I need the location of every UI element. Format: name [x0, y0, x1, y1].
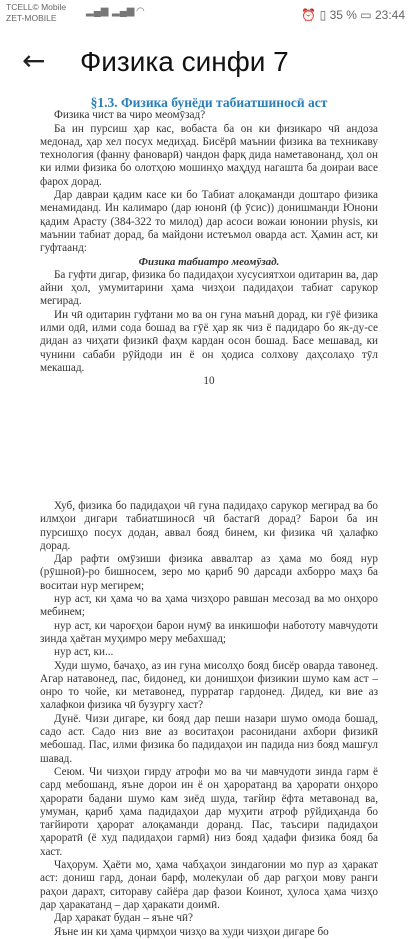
paragraph: Дар давраи қадим касе ки бо Табиат алоқаманди доштаро физика менамиданд. Ин калимаро (дар юнонӣ (ф ӯсис)) донишманди Юнони қадим Арасту (384-322 то милод) дар асоси вожаи юнонии physis, ки маънии табиат дорад, ба майдони истеъмол оварда аст. Ҳамин аст, ки гуфтаанд:: [40, 189, 378, 255]
paragraph: Чаҳорум. Ҳаёти мо, ҳама чабҳаҳои зиндагонии мо пур аз ҳаракат аст: дониш гард, донаи барф, молекулаи об дар рагҳои мову ранги раҳои дарахт, ситораву сайёра дар фазои Коинот, ҳулоса ҳама чизҳо дар ҳаракатанд – дар ҳаракати доимӣ.: [40, 859, 378, 911]
battery-percent: 35 %: [329, 8, 357, 22]
paragraph: Ин чӣ одитарин гуфтани мо ва он гуна маънӣ дорад, ки гӯё физика илми одӣ, илми сода бошад ва гӯё ҳар як чиз ё падидаро бо як-ду-се дидан аз чиҳати физикӣ фаҳм кардан осон бошад. Басе мешавад, ки чунини сабаби рӯйдоди ин ё он ҳодиса солхову даҳсолаҳо тӯл мекашад.: [40, 308, 378, 374]
paragraph: Ба ин пурсиш ҳар кас, вобаста ба он ки физикаро чӣ андоза медонад, ҳар хел посух медиҳад. Бисёрӣ маънии физика ва техникаву технология (фанну фановарӣ) чандон фарқ дида наметавонанд, ҳол он ки илми физика бо олотҳою мошинҳо маҳдуд нагашта ба доираи васе фарох дорад.: [40, 122, 378, 188]
book-page-2: [40, 500, 378, 939]
paragraph: Дар рафти омӯзиши физика аввалтар аз ҳама мо бояд нур (рӯшноӣ)-ро бишносем, зеро мо қариб 90 дарсади ахборро маҳз ба воситаи нур мегирем;: [40, 553, 378, 592]
page-title: Физика синфи 7: [80, 46, 289, 77]
vibrate-icon: ▯: [319, 8, 327, 22]
wifi-icon: ◠: [136, 6, 145, 17]
paragraph: Физика чист ва чиро меомӯзад?: [54, 109, 206, 122]
paragraph: Сеюм. Чи чизҳои гирду атрофи мо ва чи мавчудоти зинда гарм ё сард мебошанд, яъне дорои ин ё он ҳароратанд ва ҳарорати онҳоро ҳарорати бадани шумо кам зиёд шуда, тағйир ёфта метавонад ва, умуман, қариб ҳама падидаҳои дар муҳити атроф рӯйдиҳанда бо тағйироти ҳарорат алоқаманди доранд. Пас, таъсири падидаҳои ҳароратӣ (ё худ падидаҳои гармӣ) низ бояд ҳадафи физика бояд ба хаст.: [40, 765, 378, 858]
status-right: [301, 8, 405, 22]
section-title: §1.3. Физика бунёди табиатшиносӣ аст: [90, 95, 328, 110]
signal-icon-2: ▂▄▆: [112, 6, 135, 17]
paragraph: Худи шумо, бачаҳо, аз ин гуна мисолҳо бояд бисёр оварда тавонед. Агар натавонед, пас, бидонед, ки донишҳои физикии шумо кам аст – онро то чойе, ки метавонед, пурратар гардонед. Дидед, ки вие аз халафкои физика чӣ бузургу хаст?: [40, 659, 378, 712]
carrier-name-2: ZET-MOBILE: [6, 13, 57, 23]
alarm-icon: ⏰: [301, 8, 317, 22]
paragraph: Яъне ин ки ҳама ҷирмҳои чизҳо ва худи чизҳои дигаре бо: [54, 925, 329, 938]
paragraph: нур аст, ки чароғҳои барои нумӯ ва инкишофи набототу мавчудоти зинда ҳаётан муҳимро меру мебахшад;: [40, 619, 378, 645]
carrier-labels: [6, 2, 66, 24]
paragraph: Хуб, физика бо падидаҳои чӣ гуна падидаҳо сарукор мегирад ва бо илмҳои дигари табиатшиносӣ чӣ бастагӣ дорад? Барои ба ин пурсишҳо посух додан, аввал бояд бинем, ки физика чӣ ҳалафко дорад.: [40, 500, 378, 552]
carrier-name-1: TCELL© Mobile: [6, 2, 67, 12]
paragraph: нур аст, ки...: [54, 646, 114, 659]
page-number: 10: [203, 375, 215, 388]
battery-icon: ▭: [360, 8, 372, 22]
status-bar: [0, 0, 415, 32]
app-bar: [0, 34, 415, 90]
book-page-1: [40, 96, 378, 389]
paragraph: Ба гуфти дигар, физика бо падидаҳои хусусиятхои одитарин ва, дар айни ҳол, умумитарини ҳама чизҳои падидаҳои табиат сарукор мегирад.: [40, 268, 378, 308]
paragraph: Дунё. Чизи дигаре, ки бояд дар пеши назари шумо омода бошад, садо аст. Садо низ вие аз воситаҳои расонидани ахбори физикӣ мебошад. Пас, илми физика бо падидаҳои ин падида низ бояд машғул шавад.: [40, 712, 378, 765]
signal-icon-1: ▂▄▆: [86, 6, 109, 17]
subheading: Физика табиатро меомӯзад.: [138, 255, 280, 268]
back-arrow-icon[interactable]: ←: [22, 44, 46, 77]
paragraph: нур аст, ки ҳама чо ва ҳама чизҳоро равшан месозад ва мо онҳоро мебинем;: [40, 593, 378, 619]
clock-time: 23:44: [374, 8, 405, 22]
paragraph: Дар ҳаракат будан – яъне чӣ?: [54, 912, 193, 925]
